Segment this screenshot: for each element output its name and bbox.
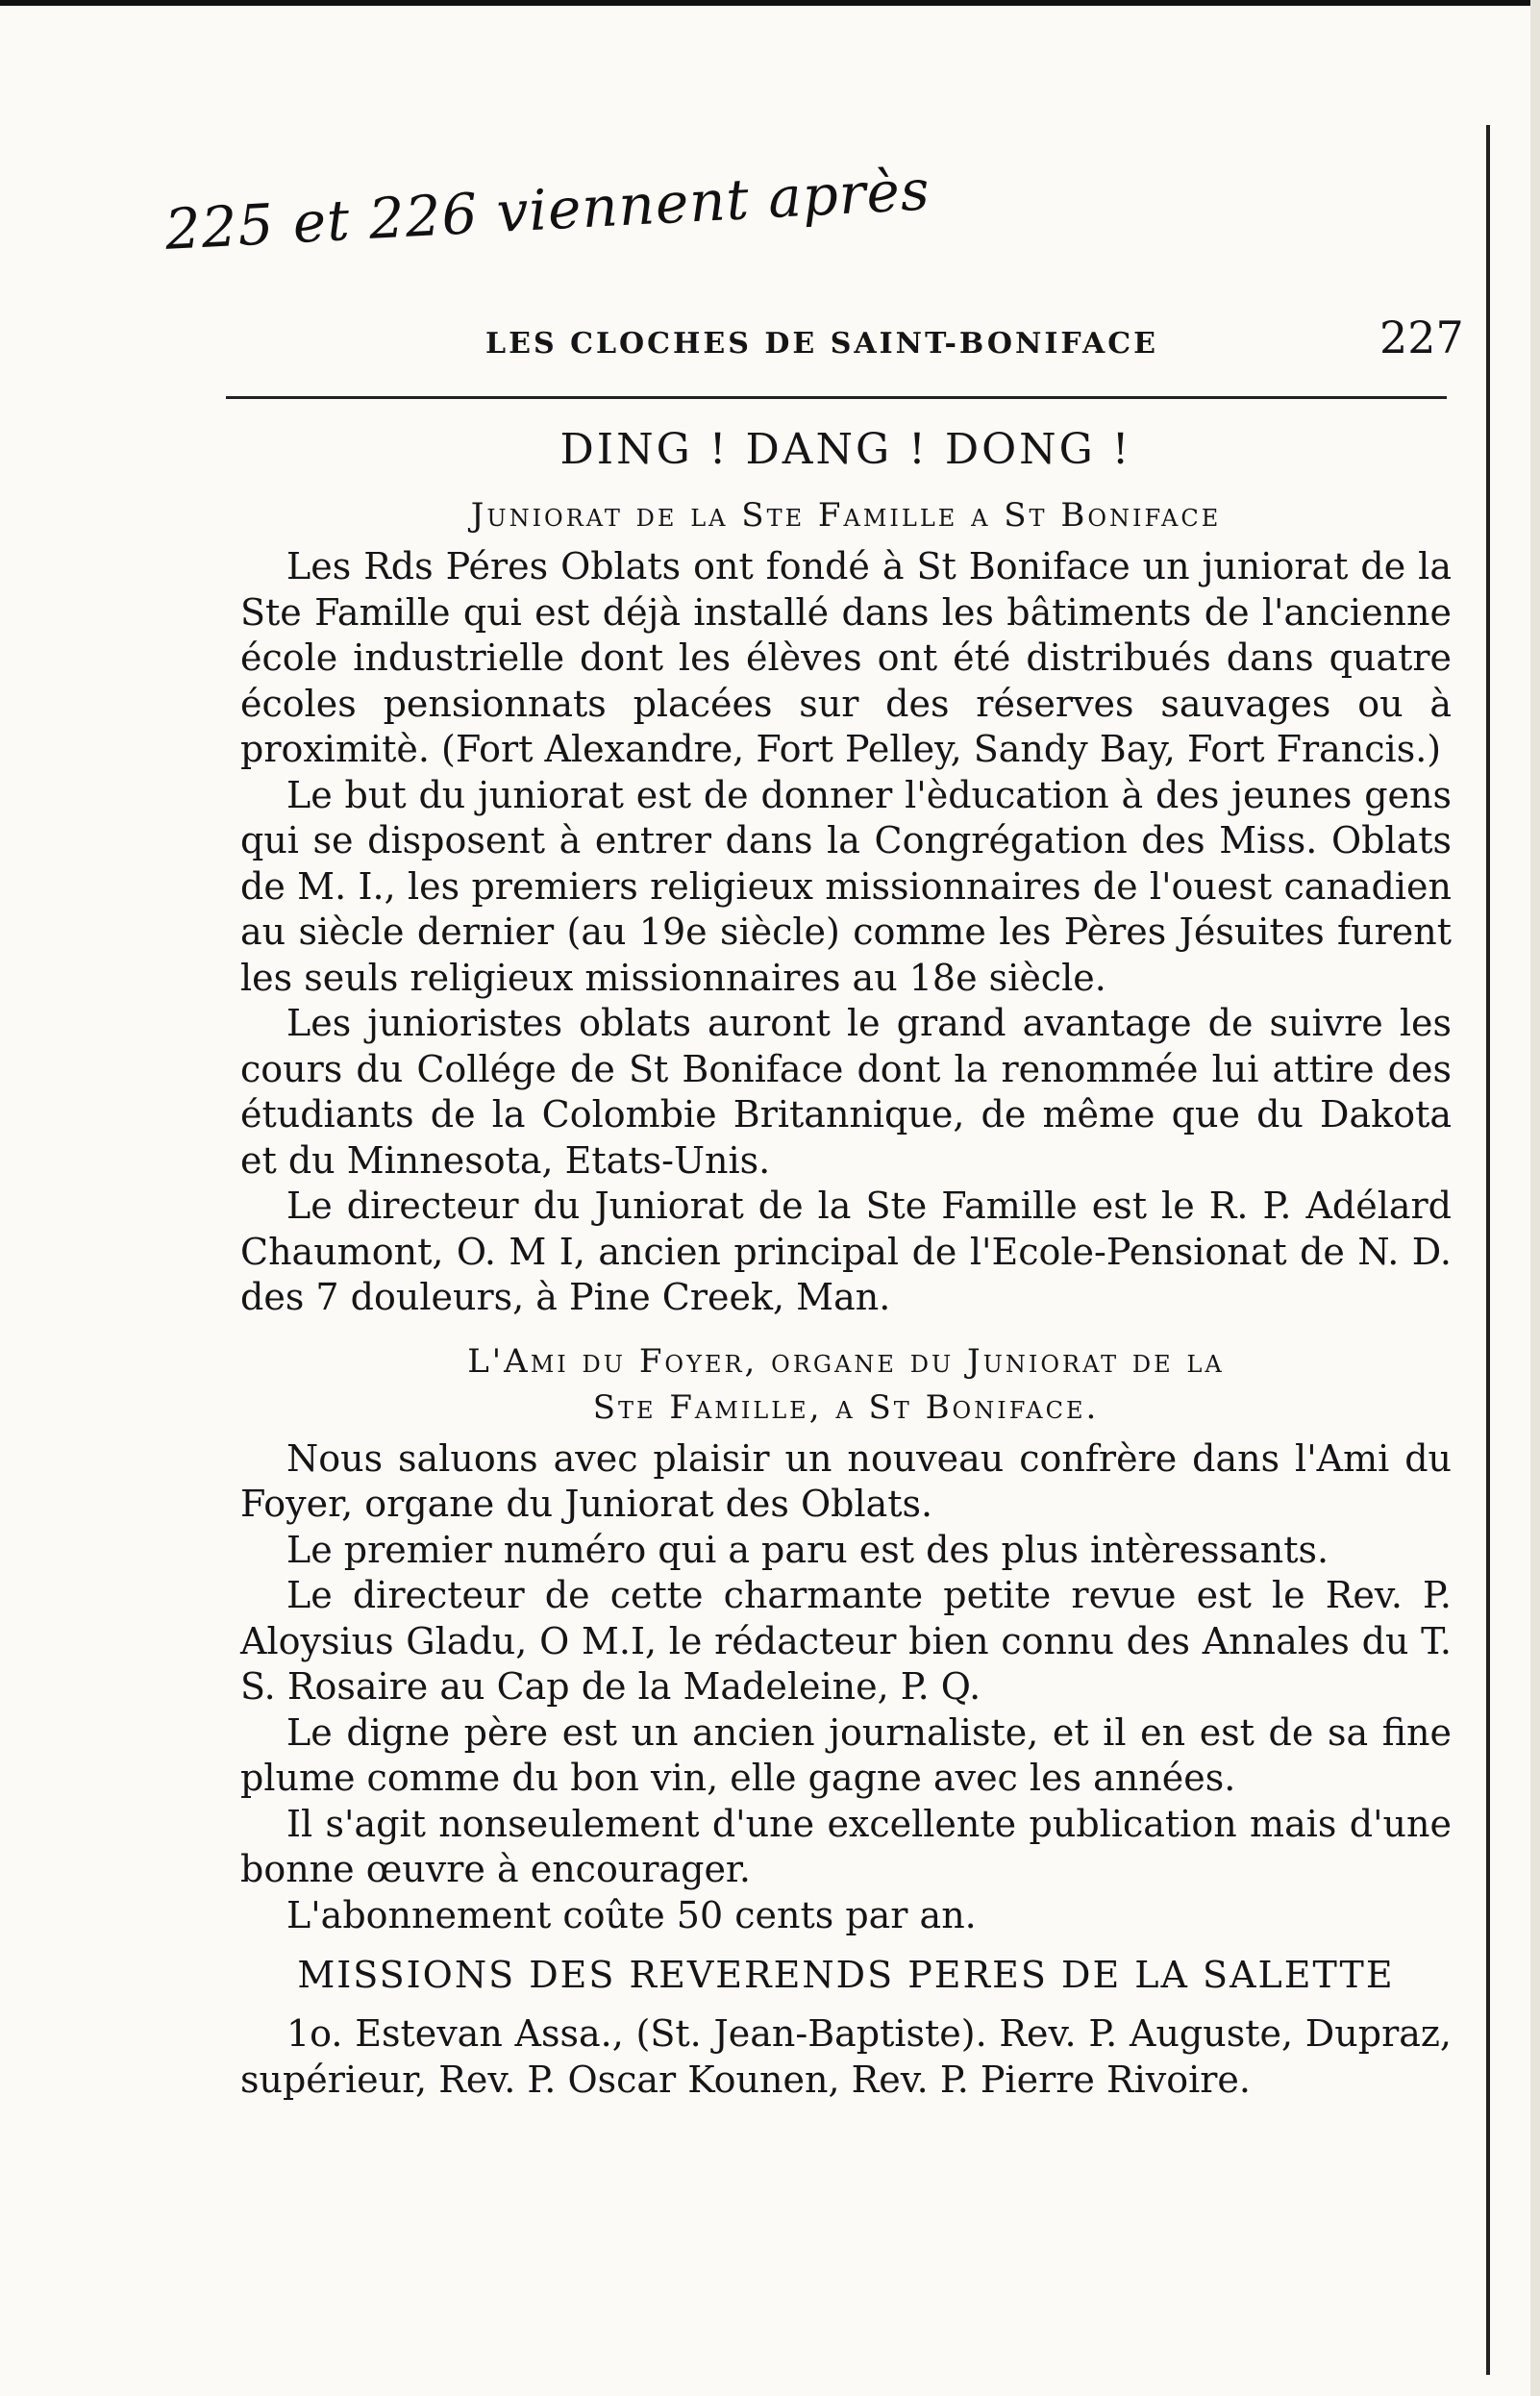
paragraph: Le directeur de cette charmante petite revue est le Rev. P. Aloysius Gladu, O M.I, le rédacteur bien connu des Annales du T. S. Rosaire au Cap de la Madeleine, P. Q. xyxy=(240,1574,1452,1708)
article-title: MISSIONS DES REVERENDS PERES DE LA SALETTE xyxy=(297,1954,1395,1996)
running-title: LES CLOCHES DE SAINT-BONIFACE xyxy=(485,327,1158,361)
paragraph: Le premier numéro qui a paru est des plus intèressants. xyxy=(286,1528,1329,1571)
paragraph: Il s'agit nonseulement d'une excellente publication mais d'une bonne œuvre à encourager. xyxy=(240,1802,1452,1890)
paragraph: Les junioristes oblats auront le grand avantage de suivre les cours du Collége de St Boniface dont la renommée lui attire des étudiants de la Colombie Britannique, de même que du Dakota et du Minnesota, Etats-Unis. xyxy=(240,1002,1452,1182)
article-subtitle: Juniorat de la Ste Famille a St Boniface xyxy=(470,496,1222,535)
page-number: 227 xyxy=(1379,312,1464,363)
running-head xyxy=(221,306,1464,363)
paragraph: 1o. Estevan Assa., (St. Jean-Baptiste). Rev. P. Auguste, Dupraz, supérieur, Rev. P. Oscar Kounen, Rev. P. Pierre Rivoire. xyxy=(240,2012,1452,2101)
paragraph: L'abonnement coûte 50 cents par an. xyxy=(286,1893,977,1936)
page-margin-strip xyxy=(1530,0,1540,2396)
header-rule xyxy=(226,396,1447,399)
article-ami-du-foyer xyxy=(240,1338,1452,1939)
article-title-line: L'Ami du Foyer, organe du Juniorat de la xyxy=(467,1341,1225,1381)
article-missions-salette xyxy=(240,1948,1452,2103)
page-top-edge xyxy=(0,0,1540,6)
article-title-line: Ste Famille, a St Boniface. xyxy=(592,1387,1100,1427)
paragraph: Le directeur du Juniorat de la Ste Famille est le R. P. Adélard Chaumont, O. M I, ancien principal de l'Ecole-Pensionat de N. D. des 7 douleurs, à Pine Creek, Man. xyxy=(240,1185,1452,1318)
paragraph: Le but du juniorat est de donner l'èducation à des jeunes gens qui se disposent à entrer dans la Congrégation des Miss. Oblats de M. I., les premiers religieux missionnaires de l'ouest canadien au siècle dernier (au 19e siècle) comme les Pères Jésuites furent les seuls religieux missionnaires au 18e siècle. xyxy=(240,773,1452,999)
paragraph: Nous saluons avec plaisir un nouveau confrère dans l'Ami du Foyer, organe du Juniorat des Oblats. xyxy=(240,1436,1452,1525)
handwritten-note: 225 et 226 viennent après xyxy=(163,157,932,262)
article-juniorat xyxy=(240,421,1452,1321)
paragraph: Les Rds Péres Oblats ont fondé à St Boniface un juniorat de la Ste Famille qui est déjà installé dans les bâtiments de l'ancienne école industrielle dont les élèves ont été distribués dans quatre écoles pensionnats placées sur des réserves sauvages ou à proximitè. (Fort Alexandre, Fort Pelley, Sandy Bay, Fort Francis.) xyxy=(240,545,1452,770)
article-title xyxy=(240,1338,1452,1431)
page-body xyxy=(240,404,1452,2103)
page-right-edge xyxy=(1486,125,1490,2375)
paragraph: Le digne père est un ancien journaliste, et il en est de sa fine plume comme du bon vin, elle gagne avec les années. xyxy=(240,1710,1452,1799)
article-title: DING ! DANG ! DONG ! xyxy=(559,425,1132,474)
